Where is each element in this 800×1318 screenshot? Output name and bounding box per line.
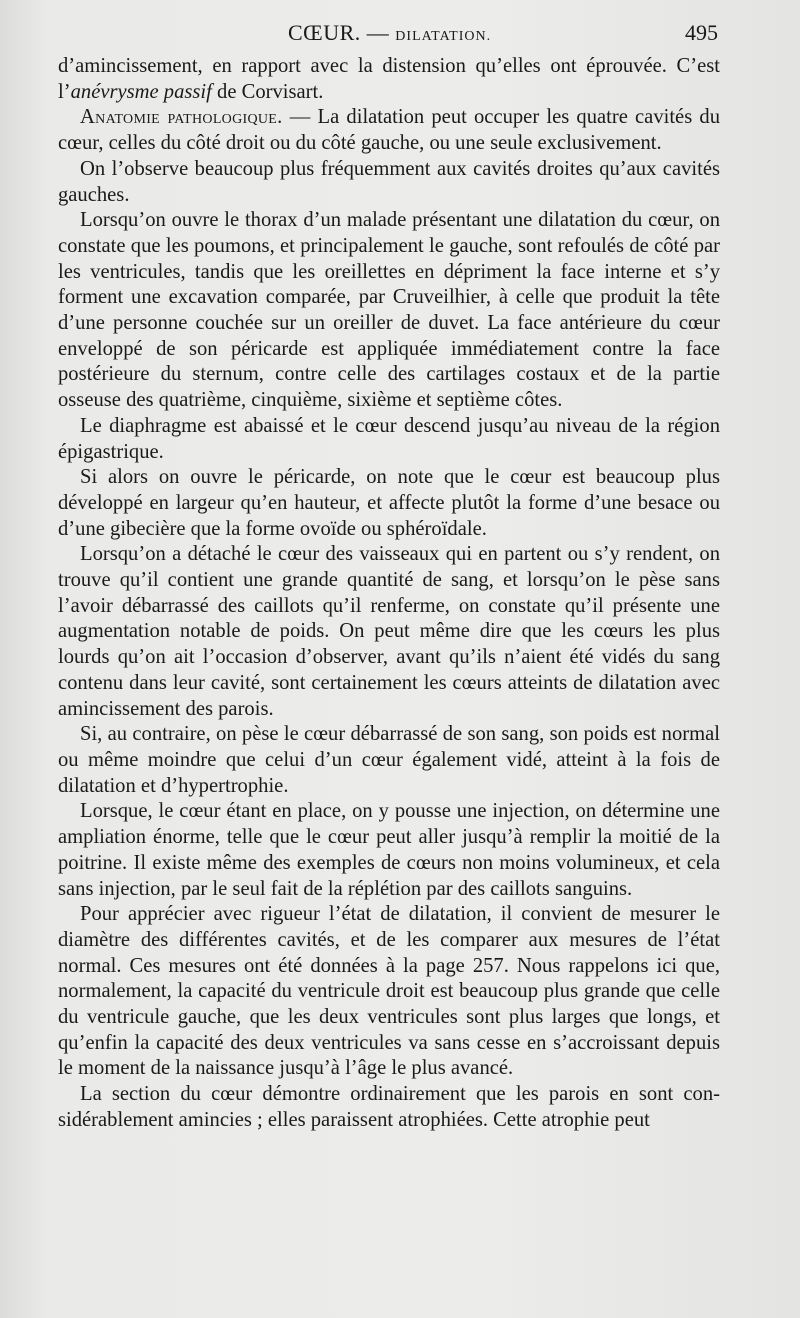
paragraph: Si alors on ouvre le péricarde, on note que le cœur est beaucoup plus développé en largeur qu’en hauteur, et affecte plutôt la forme d’une besace ou d’une gibecière que la forme ovoïde ou sphéroïdale.: [58, 466, 720, 540]
running-header: [0, 16, 800, 56]
paragraph: La section du cœur démontre ordinairement que les parois en sont considérablement amincies ; elles paraissent atrophiées. Cette atrophie peut: [58, 1083, 720, 1131]
body-text: [58, 54, 720, 1134]
section-paragraph: Anatomie pathologique. — La dilatation peut occuper les quatre cavités du cœur, celles du côté droit ou du côté gauche, ou une seule exclusivement.: [58, 106, 720, 155]
page-number: 495: [685, 20, 718, 45]
paragraph: Si, au contraire, on pèse le cœur débarrassé de son sang, son poids est normal ou même moindre que celui d’un cœur également vidé, atteint à la fois de dilatation et d’hypertrophie.: [58, 723, 720, 797]
title-separator: —: [360, 20, 396, 45]
paragraph: Lorsqu’on ouvre le thorax d’un malade présentant une dilatation du cœur, on constate que les poumons, et principalement le gauche, sont refoulés de côté par les ventricules, tandis que les oreillettes en dépriment la face interne et s’y forment une excavation comparée, par Cruveilhier, à celle que produit la tête d’une personne couchée sur un oreiller de duvet. La face antérieure du cœur enveloppé de son péricarde est appliquée immédiatement contre la face postérieure du sternum, contre celle des cartilages costaux et de la partie osseuse des quatrième, cinquième, sixième et septième côtes.: [58, 209, 720, 412]
section-heading: Anatomie pathologique.: [80, 106, 283, 129]
title-main: CŒUR.: [288, 20, 361, 45]
paragraph: On l’observe beaucoup plus fréquemment aux cavités droites qu’aux cavités gauches.: [58, 157, 720, 206]
paragraph: Lorsque, le cœur étant en place, on y pousse une injection, on détermine une ampliation énorme, telle que le cœur peut aller jusqu’à remplir la moitié de la poitrine. Il existe même des exemples de cœurs non moins volumineux, et cela sans injection, par le seul fait de la réplétion par des caillots sanguins.: [58, 800, 720, 900]
paragraph-continuation: d’amincissement, en rapport avec la distension qu’elles ont éprouvée. C’est l’anévrysme passif de Corvisart.: [58, 55, 720, 103]
paragraph: Le diaphragme est abaissé et le cœur descend jusqu’au niveau de la région épigastrique.: [58, 414, 720, 463]
paragraph: Lorsqu’on a détaché le cœur des vaisseaux qui en partent ou s’y rendent, on trouve qu’il contient une grande quantité de sang, et lorsqu’on le pèse sans l’avoir débarrassé des caillots qu’il renferme, on constate qu’il présente une augmentation notable de poids. On peut même dire que les cœurs les plus lourds qu’on ait l’occasion d’observer, avant qu’ils n’aient été vidés du sang contenu dans leur cavité, sont certainement les cœurs atteints de dilatation avec amincissement des parois.: [58, 543, 720, 720]
running-title: [288, 20, 491, 46]
emphasis-term: anévrysme passif: [70, 80, 212, 103]
paragraph: Pour apprécier avec rigueur l’état de dilatation, il convient de mesurer le diamètre des différentes cavités, et de les comparer aux mesures de l’état normal. Ces mesures ont été données à la page 257. Nous rappelons ici que, normalement, la capacité du ventricule droit est beaucoup plus grande que celle du ventricule gauche, que les deux ventricules sont plus larges que longs, et qu’enfin la capacité des deux ventricules va sans cesse en s’accroissant depuis le moment de la naissance jusqu’à l’âge le plus avancé.: [58, 903, 720, 1080]
title-subsection: DILATATION.: [395, 29, 492, 44]
